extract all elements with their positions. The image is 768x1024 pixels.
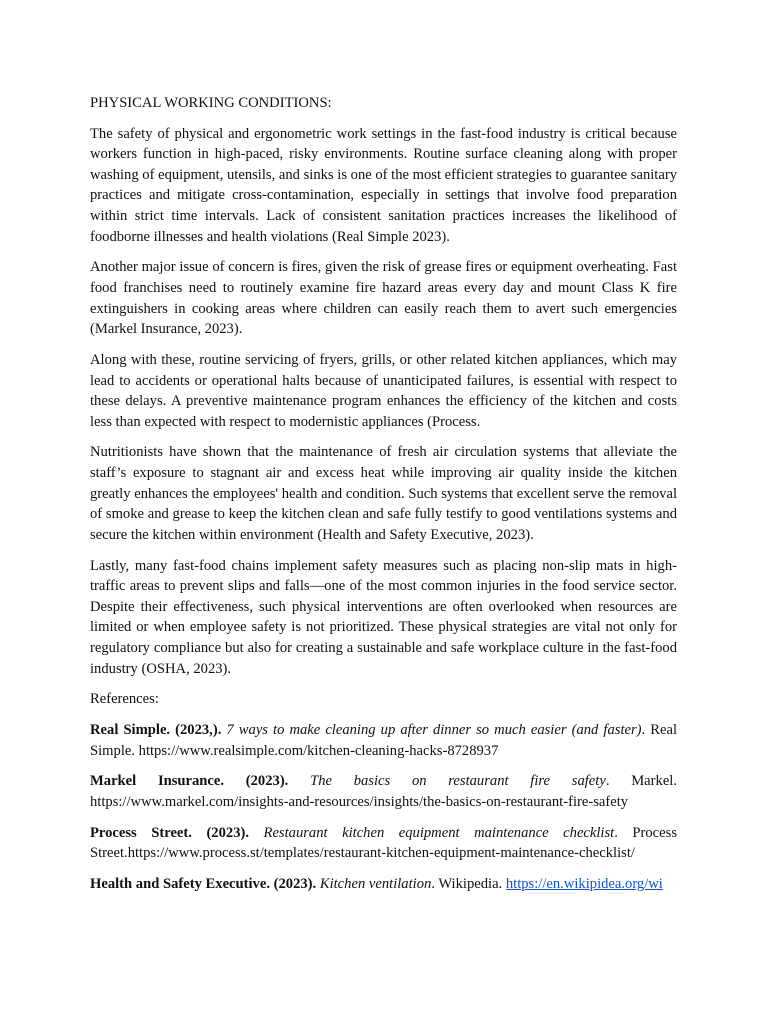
reference-title: 7 ways to make cleaning up after dinner so much easier (and faster)	[226, 721, 642, 738]
reference-author: Process Street. (2023).	[90, 824, 249, 841]
reference-entry	[90, 874, 677, 895]
reference-source: . Markel. https://www.markel.com/insights-and-resources/insights/the-basics-on-restaurant-fire-safety	[90, 773, 677, 810]
reference-link[interactable]: https://en.wikipidea.org/wi	[505, 876, 663, 893]
reference-entry	[90, 823, 677, 864]
paragraph-slip-prevention: Lastly, many fast-food chains implement safety measures such as placing non-slip mats in high-traffic areas to prevent slips and falls—one of the most common injuries in the food service sector. Despite their effectiveness, such physical interventions are often overlooked when resources are limited or when employee safety is not prioritized. These physical strategies are vital not only for regulatory compliance but also for creating a sustainable and safe workplace culture in the fast-food industry (OSHA, 2023).	[90, 557, 677, 677]
reference-author: Health and Safety Executive. (2023).	[90, 876, 317, 893]
document-page	[90, 93, 677, 905]
reference-source: . Process Street.https://www.process.st/templates/restaurant-kitchen-equipment-maintenance-checklist/	[90, 824, 677, 862]
paragraph-fire-safety: Another major issue of concern is fires, given the risk of grease fires or equipment overheating. Fast food franchises need to routinely examine fire hazard areas every day and mount Class K fire extinguishers in cooking areas where children can easily reach them to avert such emergencies (Markel Insurance, 2023).	[90, 259, 677, 338]
reference-author: Markel Insurance. (2023).	[90, 773, 289, 790]
paragraph-sanitation: The safety of physical and ergonometric work settings in the fast-food industry is critical because workers function in high-paced, risky environments. Routine surface cleaning along with proper washing of equipment, utensils, and sinks is one of the most efficient strategies to guarantee sanitary practices and mitigate cross-contamination, especially in settings that involve food preparation within strict time intervals. Lack of consistent sanitation practices increases the likelihood of foodborne illnesses and health violations (Real Simple 2023).	[90, 125, 677, 245]
section-heading: PHYSICAL WORKING CONDITIONS:	[90, 95, 332, 111]
paragraph-maintenance: Along with these, routine servicing of fryers, grills, or other related kitchen appliances, which may lead to accidents or operational halts because of unanticipated failures, is essential with respect to these delays. A preventive maintenance program enhances the efficiency of the kitchen and costs less than expected with respect to modernistic appliances (Process.	[90, 351, 677, 430]
reference-author: Real Simple. (2023,).	[90, 721, 222, 738]
reference-title: Kitchen ventilation	[319, 876, 432, 893]
paragraph-ventilation: Nutritionists have shown that the maintenance of fresh air circulation systems that alleviate the staff’s exposure to stagnant air and excess heat while improving air quality inside the kitchen greatly enhances the employees' health and condition. Such systems that excellent serve the removal of smoke and grease to keep the kitchen clean and safe fully testify to good ventilations systems and secure the kitchen within environment (Health and Safety Executive, 2023).	[90, 444, 677, 543]
reference-entry	[90, 771, 677, 812]
reference-title: The basics on restaurant fire safety	[310, 773, 606, 790]
reference-source: . Wikipedia.	[431, 876, 503, 893]
reference-entry	[90, 720, 677, 761]
reference-source: . Real Simple. https://www.realsimple.com/kitchen-cleaning-hacks-8728937	[90, 721, 677, 759]
references-heading: References:	[90, 691, 159, 708]
reference-title: Restaurant kitchen equipment maintenance checklist	[263, 824, 615, 841]
